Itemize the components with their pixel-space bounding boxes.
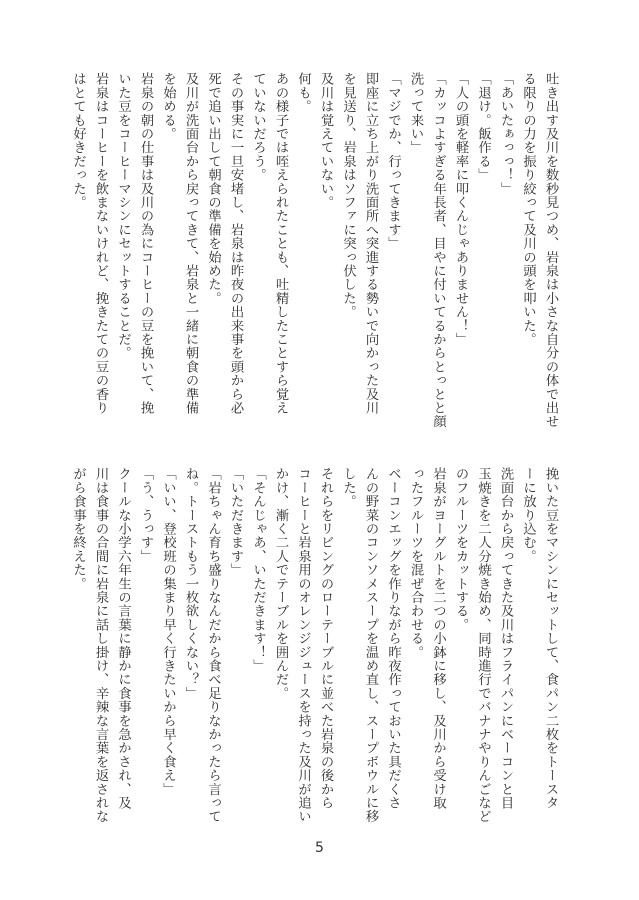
text-block-bottom <box>70 467 561 837</box>
text-line: ーに放り込む。 <box>520 467 536 563</box>
text-block-top <box>70 72 561 442</box>
text-line: その事実に一旦安堵し、岩泉は昨夜の出来事を頭から必 <box>228 72 243 415</box>
text-line: コーヒーと岩泉用のオレンジジュースを持った及川が追い <box>295 467 311 824</box>
text-line: 死で追い出して朝食の準備を始めた。 <box>205 72 221 305</box>
text-line: 川は食事の合間に岩泉に話し掛け、辛辣な言葉を返されな <box>93 467 108 824</box>
text-line: 「いい、登校班の集まり早く行きたいから早く食え」 <box>160 467 176 796</box>
text-line: した。 <box>340 467 356 509</box>
text-line: 「マジでか、行ってきます」 <box>385 72 401 251</box>
text-line: 挽いた豆をマシンにセットして、食パン二枚をトースタ <box>543 467 558 810</box>
text-line: んの野菜のコンソメスープを温め直し、スープボウルに移 <box>363 467 378 824</box>
text-line: 「人の頭を軽率に叩くんじゃありません！」 <box>453 72 468 346</box>
text-line: はとても好きだった。 <box>70 72 86 209</box>
text-line: を見送り、岩泉はソファに突っ伏した。 <box>340 72 356 319</box>
text-line: ていないだろう。 <box>250 72 266 182</box>
text-line: 岩泉がヨーグルトを二つの小鉢に移し、及川から受け取 <box>430 467 446 810</box>
text-line: ったフルーツを混ぜ合わせる。 <box>408 467 423 659</box>
text-line: かけ、漸く二人でテーブルを囲んだ。 <box>273 467 288 700</box>
text-line: 洗って来い」 <box>408 72 423 155</box>
text-line: 及川が洗面台から戻ってきて、岩泉と一緒に朝食の準備 <box>183 72 198 415</box>
text-line: 「あいたぁっっ！」 <box>498 72 513 196</box>
text-line: 岩泉の朝の仕事は及川の為にコーヒーの豆を挽いて、挽 <box>138 72 153 415</box>
text-line: 及川は覚えていない。 <box>318 72 333 209</box>
text-line: 「いただきます」 <box>228 467 243 577</box>
text-line: を始める。 <box>160 72 176 141</box>
text-line: 「岩ちゃん育ち盛りなんだから食べ足りなかったら言って <box>205 467 221 824</box>
text-line: がら食事を終えた。 <box>70 467 86 591</box>
page-number: 5 <box>315 840 324 856</box>
text-line: 「退け。飯作る」 <box>475 72 491 182</box>
text-line: 吐き出す及川を数秒見つめ、岩泉は小さな自分の体で出せ <box>543 72 558 429</box>
text-line: あの様子では咥えられたことも、吐精したことすら覚え <box>273 72 288 415</box>
text-line: 何も。 <box>295 72 311 114</box>
text-line: 洗面台から戻ってきた及川はフライパンにベーコンと目 <box>498 467 513 810</box>
text-line: いた豆をコーヒーマシンにセットすることだ。 <box>115 72 131 360</box>
text-line: 岩泉はコーヒーを飲まないけれど、挽きたての豆の香り <box>93 72 108 415</box>
text-line: クールな小学六年生の言葉に静かに食事を急かされ、及 <box>115 467 131 810</box>
text-line: る限りの力を振り絞って及川の頭を叩いた。 <box>520 72 536 346</box>
text-line: 玉焼きを二人分焼き始め、同時進行でバナナやりんごなど <box>475 467 491 824</box>
text-line: のフルーツをカットする。 <box>453 467 468 632</box>
text-line: それらをリビングのローテーブルに並べた岩泉の後から <box>318 467 333 810</box>
text-line: 「そんじゃあ、いただきます！」 <box>250 467 266 673</box>
text-line: ね。トーストもう一枚欲しくない？」 <box>183 467 198 700</box>
text-line: 「カッコよすぎる年長者、目やに付いてるからとっとと顔 <box>430 72 446 429</box>
text-line: 「う、うっす」 <box>138 467 153 563</box>
text-line: 即座に立ち上がり洗面所へ突進する勢いで向かった及川 <box>363 72 378 415</box>
text-line: ベーコンエッグを作りながら昨夜作っておいた具だくさ <box>385 467 401 810</box>
